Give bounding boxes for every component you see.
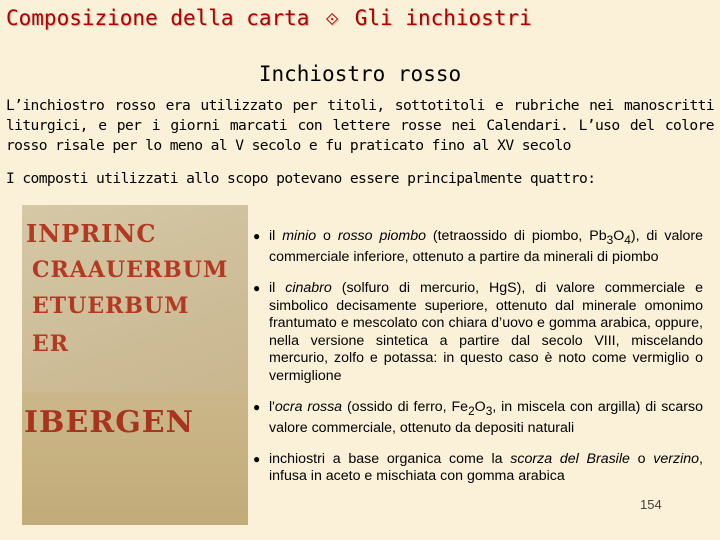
bullet-icon: ● [253, 451, 261, 466]
list-item: ● il cinabro (solfuro di mercurio, HgS), di valore commerciale e simbolico decisamente superiore, ottenuto dal minerale omonimo frantumato e mescolato con chiara d’uovo e gomma arabica, oppure, nella versione sintetica a partire dal secolo VIII, miscelando mercurio, zolfo e potassa: in questo caso è noto come vermiglio o vermiglione [253, 280, 704, 384]
compounds-list [253, 228, 703, 499]
title-part2: Gli inchiostri [354, 6, 532, 30]
manuscript-line: IBERGEN [24, 405, 195, 440]
manuscript-line: CRAAUERBUM [32, 257, 229, 283]
list-item: ● il minio o rosso piombo (tetraossido di piombo, $Pb_3O_4$), di valore commerciale inferiore, ottenuto a partire da minerali di piombo [253, 228, 704, 266]
compounds-intro: I composti utilizzati allo scopo potevano essere principalmente quattro: [6, 170, 596, 187]
list-item: ● l'ocra rossa (ossido di ferro, $Fe_2O_3$, in miscela con argilla) di scarso valore commerciale, ottenuto da depositi naturali [253, 398, 704, 436]
list-item: ● inchiostri a base organica come la scorza del Brasile o verzino, infusa in aceto e mischiata con gomma arabica [253, 450, 703, 485]
slide-title [6, 6, 532, 30]
bullet-icon: ● [253, 229, 261, 243]
diamond-icon: ⟐ [325, 10, 339, 30]
manuscript-image [22, 205, 248, 525]
manuscript-line: ER [32, 331, 70, 357]
manuscript-line: ETUERBUM [32, 293, 190, 319]
title-part1: Composizione della carta [6, 6, 310, 30]
bullet-icon: ● [253, 399, 261, 414]
section-heading: Inchiostro rosso [258, 62, 462, 86]
manuscript-line: INPRINC [26, 219, 157, 248]
intro-paragraph: L’inchiostro rosso era utilizzato per titoli, sottotitoli e rubriche nei manoscritti liturgici, e per i giorni marcati con lettere rosse nei Calendari. L’uso del colore rosso risale per lo meno al V secolo e fu praticato fino al XV secolo [6, 97, 714, 154]
bullet-icon: ● [253, 281, 261, 296]
page-number: 154 [640, 497, 662, 512]
